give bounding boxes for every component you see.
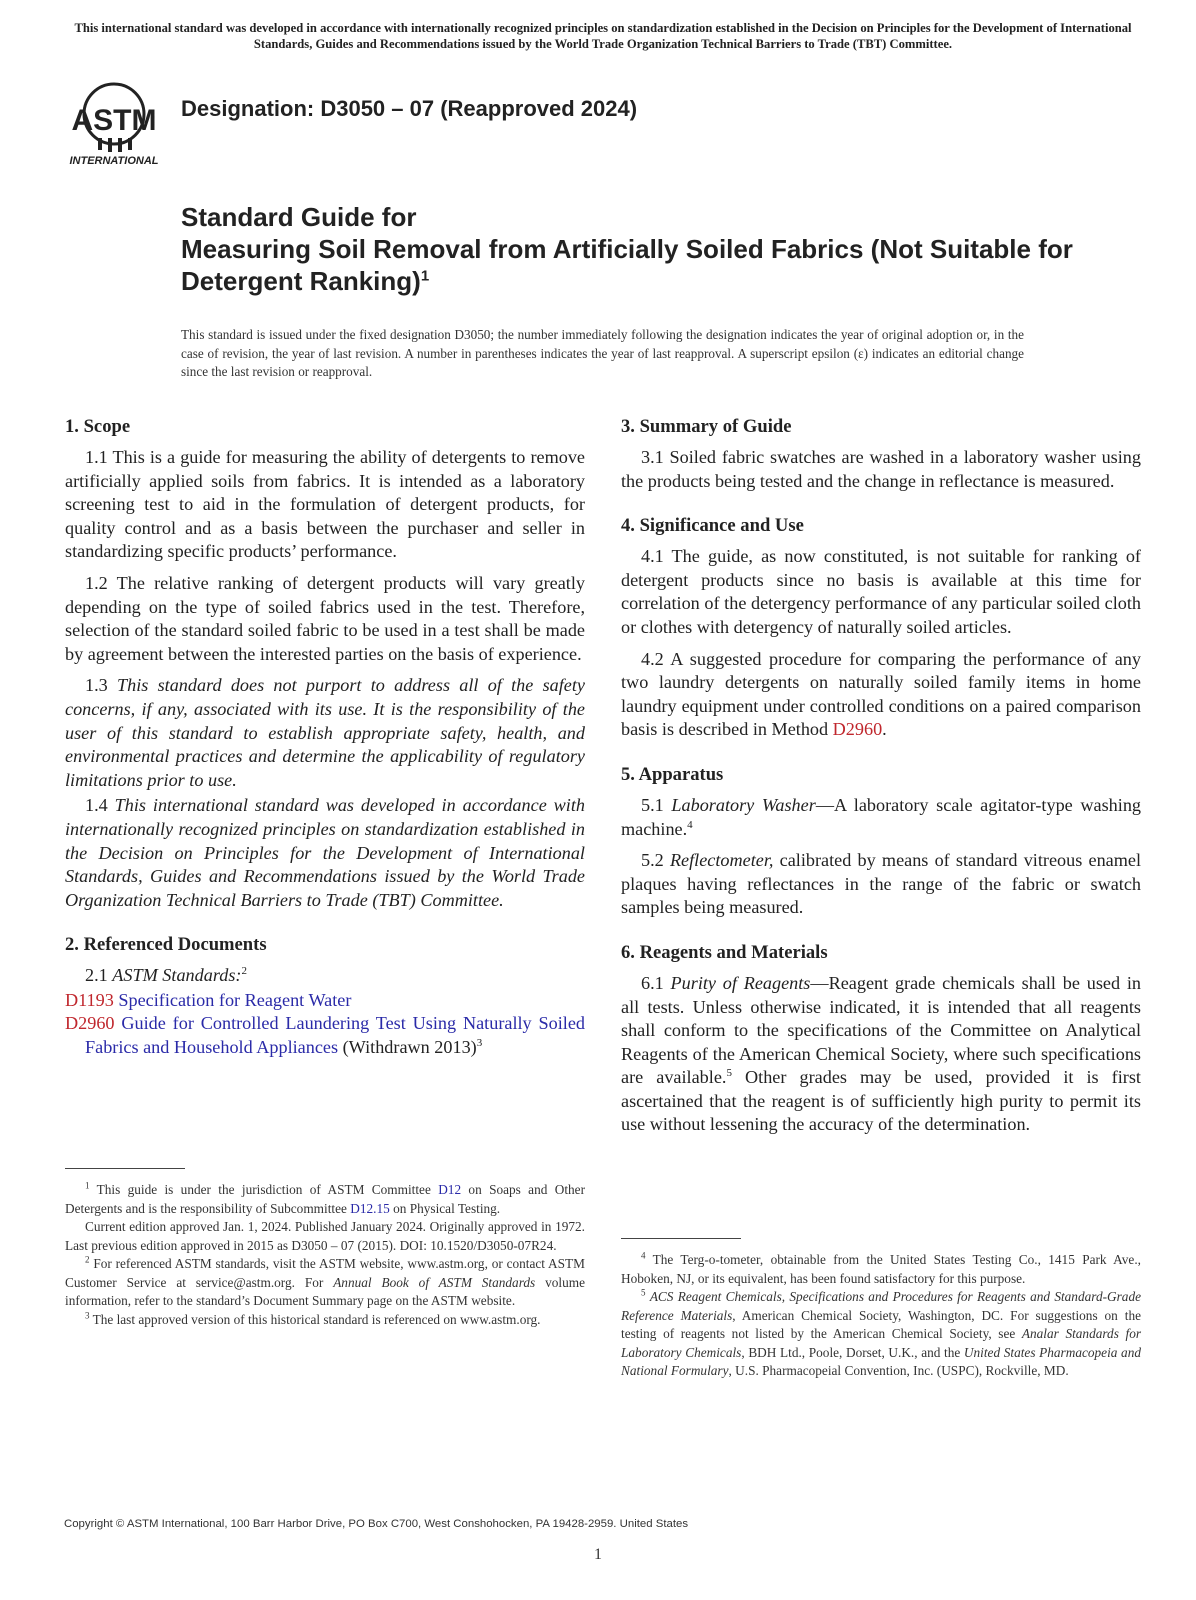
scope-1-3-text: This standard does not purport to address all of the safety concerns, if any, associated with its use. It is the responsibility of the user of this standard to establish appropriate safety, health, and environmental practices and determine the applicability of regulatory limitations prior to use.	[65, 675, 585, 790]
ref-footnote-mark[interactable]: 3	[476, 1037, 483, 1049]
logo-subtitle: INTERNATIONAL	[69, 155, 159, 167]
footnote-2: $^2$ For referenced ASTM standards, visit the ASTM website, www.astm.org, or contact ASTM Customer Service at service@astm.org. For Annual Book of ASTM Standards volume information, refer to the standard’s Document Summary page on the ASTM website.	[65, 1254, 586, 1308]
footnotes-right	[621, 1251, 1141, 1381]
wto-notice: This international standard was developed in accordance with internationally recognized principles on standardization established in the Decision on Principles for the Development of International Standards, Guides and Recommendations issued by the World Trade Organization Technical Barriers to Trade (TBT) Committee.	[74, 21, 1132, 51]
apparatus-heading: 5. Apparatus	[621, 763, 724, 785]
footnote-1: $^1$ This guide is under the jurisdiction of ASTM Committee D12 on Soaps and Other Detergents and is the responsibility of Subcommittee D12.15 on Physical Testing.	[65, 1180, 585, 1216]
footnote-4: $^4$ The Terg-o-tometer, obtainable from the United States Testing Co., 1415 Park Ave., Hoboken, NJ, or its equivalent, has been found satisfactory for this purpose.	[621, 1250, 1141, 1286]
footnote-divider-right	[621, 1238, 741, 1239]
section-significance	[621, 515, 1141, 742]
scope-1-3-number: 1.3	[85, 675, 108, 696]
reagents-heading: 6. Reagents and Materials	[621, 941, 828, 963]
ref-title-link[interactable]: Guide for Controlled Laundering Test Using Naturally Soiled Fabrics and Household Appliances	[85, 1013, 585, 1058]
subcommittee-link[interactable]: D12.15	[350, 1200, 390, 1216]
significance-4-2: 4.2 A suggested procedure for comparing the performance of any two laundry detergents on naturally soiled family items in home laundry equipment under controlled conditions on a paired comparison basis is described in Method D2960.	[621, 648, 1141, 740]
ref-title-link[interactable]: Specification for Reagent Water	[118, 989, 352, 1010]
copyright-notice: Copyright © ASTM International, 100 Barr Harbor Drive, PO Box C700, West Conshohocken, PA 19428-2959. United States	[64, 1518, 689, 1530]
document-title	[181, 201, 1081, 297]
refdocs-sub-label: ASTM Standards:	[112, 965, 242, 986]
scope-1-4	[65, 794, 585, 912]
title-footnote-mark[interactable]: 1	[420, 267, 430, 285]
standard-intro: This standard is issued under the fixed designation D3050; the number immediately following the designation indicates the year of original adoption or, in the case of revision, the year of last revision. A number in parentheses indicates the year of last reapproval. A superscript epsilon (ε) indicates an editorial change since the last revision or reapproval.	[181, 327, 1024, 379]
section-apparatus	[621, 764, 1141, 920]
ref-code-link[interactable]: D1193	[65, 989, 114, 1010]
reagents-footnote-mark[interactable]: 5	[726, 1067, 732, 1080]
refdocs-sub-number: 2.1	[85, 965, 108, 986]
footnote-1-edition: Current edition approved Jan. 1, 2024. Published January 2024. Originally approved in 1972. Last previous edition approved in 2015 as D3050 – 07 (2015). DOI: 10.1520/D3050-07R24.	[65, 1219, 585, 1253]
apparatus-5-2: 5.2 Reflectometer, calibrated by means of standard vitreous enamel plaques having reflectances in the range of the fabric or swatch samples being measured.	[621, 850, 1142, 918]
ref-code-link[interactable]: D2960	[65, 1013, 115, 1034]
summary-3-1: 3.1 Soiled fabric swatches are washed in a laboratory washer using the products being tested and the change in reflectance is measured.	[621, 447, 1141, 491]
significance-heading: 4. Significance and Use	[621, 515, 804, 537]
footnote-3: $^3$ The last approved version of this historical standard is referenced on www.astm.org.	[85, 1310, 541, 1327]
scope-1-2: 1.2 The relative ranking of detergent products will vary greatly depending on the type of soiled fabrics used in the test. Therefore, selection of the standard soiled fabric to be used in a test shall be made by agreement between the interested parties on the basis of experience.	[65, 572, 585, 664]
title-line2: Measuring Soil Removal from Artificially Soiled Fabrics (Not Suitable for Detergent Ranking)	[181, 234, 1073, 296]
right-column	[621, 416, 1141, 1159]
scope-heading: 1. Scope	[65, 416, 131, 437]
ref-withdrawn-note: (Withdrawn 2013)	[338, 1037, 477, 1058]
method-d2960-link[interactable]: D2960	[832, 719, 883, 740]
apparatus-footnote-mark[interactable]: 4	[687, 818, 693, 831]
apparatus-5-1: 5.1 Laboratory Washer—A laboratory scale agitator-type washing machine.$^4$	[621, 794, 1142, 839]
footnote-5: $^5$ ACS Reagent Chemicals, Specifications and Procedures for Reagents and Standard-Grade Reference Materials, American Chemical Society, Washington, DC. For suggestions on the testing of reagents not listed by the American Chemical Society, see Analar Standards for Laboratory Chemicals, BDH Ltd., Poole, Dorset, U.K., and the United States Pharmacopeia and National Formulary, U.S. Pharmacopeial Convention, Inc. (USPC), Rockville, MD.	[621, 1287, 1142, 1378]
astm-standards-label	[65, 964, 585, 988]
refdocs-footnote-mark[interactable]: 2	[241, 965, 247, 978]
page-number: 1	[594, 1546, 602, 1563]
ref-item-d1193	[65, 989, 585, 1013]
scope-1-4-number: 1.4	[85, 795, 108, 816]
title-line1: Standard Guide for	[181, 202, 417, 232]
astm-logo	[62, 72, 167, 168]
scope-1-3	[65, 674, 585, 792]
left-column	[65, 416, 585, 1082]
section-referenced-documents	[65, 934, 585, 1059]
significance-4-1: 4.1 The guide, as now constituted, is not suitable for ranking of detergent products since no basis is available at this time for correlation of the detergency performance of any particular soiled cloth or clothes with detergency of naturally soiled articles.	[621, 546, 1141, 637]
scope-1-4-text: This international standard was developed in accordance with internationally recognized principles on standardization established in the Decision on Principles for the Development of International Standards, Guides and Recommendations issued by the World Trade Organization Technical Barriers to Trade (TBT) Committee.	[65, 795, 586, 910]
section-summary	[621, 416, 1141, 493]
section-scope	[65, 416, 585, 912]
footnotes-left	[65, 1181, 585, 1329]
reagents-6-1: 6.1 Purity of Reagents—Reagent grade chemicals shall be used in all tests. Unless otherwise indicated, it is intended that all reagents shall conform to the specifications of the Committee on Analytical Reagents of the American Chemical Society, where such specifications are available.$^5$ Other grades may be used, provided it is first ascertained that the reagent is of sufficiently high purity to permit its use without lessening the accuracy of the determination.	[621, 972, 1142, 1135]
scope-1-1: 1.1 This is a guide for measuring the ability of detergents to remove artificially applied soils from fabrics. It is intended as a laboratory screening test to aid in the formulation of detergent products, for quality control and as a basis between the purchaser and seller in standardizing specific products’ performance.	[65, 447, 585, 562]
designation: Designation: D3050 – 07 (Reapproved 2024)	[181, 96, 638, 121]
summary-heading: 3. Summary of Guide	[621, 416, 792, 437]
committee-link[interactable]: D12	[438, 1182, 462, 1197]
section-reagents	[621, 942, 1141, 1137]
ref-item-d2960	[65, 1012, 585, 1059]
logo-letters: ASTM	[71, 104, 157, 137]
footnote-divider-left	[65, 1168, 185, 1169]
refdocs-heading: 2. Referenced Documents	[65, 934, 267, 956]
